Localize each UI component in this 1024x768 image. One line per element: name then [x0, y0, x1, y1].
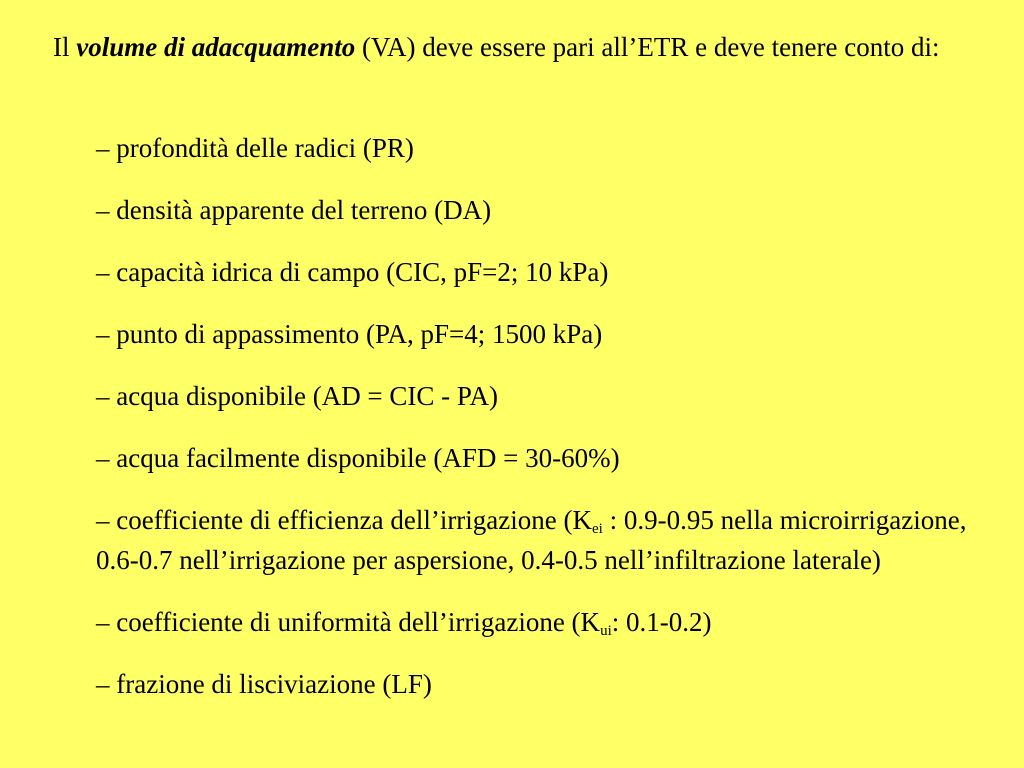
list-item-readily-available-water: – acqua facilmente disponibile (AFD = 30-60%)	[96, 443, 620, 473]
uniformity-text-post: : 0.1-0.2)	[611, 607, 712, 637]
list-item-available-water: – acqua disponibile (AD = CIC - PA)	[96, 381, 498, 411]
list-item-wilting-point: – punto di appassimento (PA, pF=4; 1500 kPa)	[96, 319, 603, 349]
list-item-efficiency-coefficient	[96, 500, 976, 580]
factor-list	[96, 128, 976, 726]
efficiency-subscript: ei	[592, 521, 603, 537]
efficiency-text-pre: – coefficiente di efficienza dell’irrigazione (K	[96, 505, 592, 535]
intro-suffix: (VA) deve essere pari all’ETR e deve tenere conto di:	[355, 32, 940, 62]
uniformity-subscript: ui	[600, 623, 612, 639]
intro-prefix: Il	[53, 32, 77, 62]
uniformity-text-pre: – coefficiente di uniformità dell’irrigazione (K	[96, 607, 601, 637]
efficiency-text-post: : 0.9-0.95 nella microirrigazione, 0.6-0.7 nell’irrigazione per aspersione, 0.4-0.5 nell’infiltrazione laterale)	[96, 505, 967, 575]
intro-emphasis-term: volume di adacquamento	[76, 32, 356, 62]
intro-paragraph	[53, 27, 973, 67]
list-item-field-capacity: – capacità idrica di campo (CIC, pF=2; 10 kPa)	[96, 257, 609, 287]
list-item-leaching-fraction: – frazione di lisciviazione (LF)	[96, 669, 432, 699]
list-item-bulk-density: – densità apparente del terreno (DA)	[96, 195, 492, 225]
list-item-uniformity-coefficient	[96, 602, 976, 642]
list-item-root-depth: – profondità delle radici (PR)	[96, 133, 414, 163]
